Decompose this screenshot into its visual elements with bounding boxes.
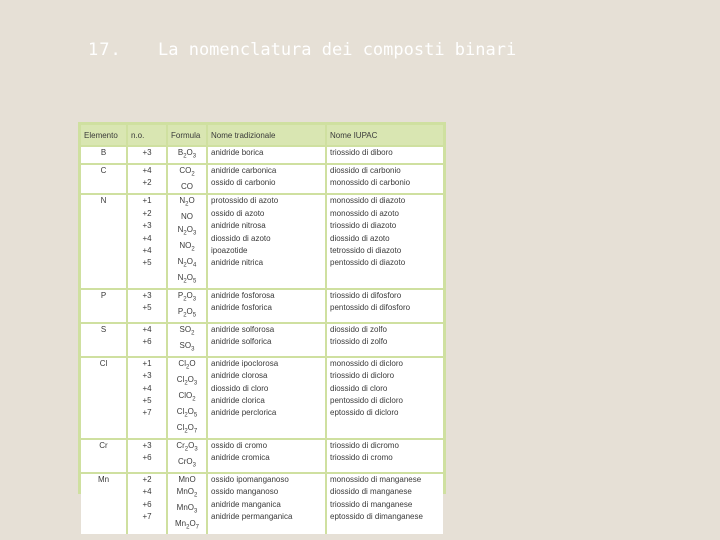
cell-element — [81, 194, 127, 288]
iupac-name-value: triossido di cromo — [330, 453, 393, 463]
traditional-name-value: ossido di carbonio — [211, 178, 276, 188]
iupac-name-value: diossido di azoto — [330, 233, 390, 243]
cell-element — [81, 439, 127, 473]
ox-number-value: +1 — [142, 358, 152, 368]
iupac-name-value: eptossido di dicloro — [330, 408, 399, 418]
formula-value: MnO — [178, 474, 196, 484]
cell-traditional-name — [207, 439, 326, 473]
traditional-name-value: ossido di cromo — [211, 440, 268, 450]
nomenclature-table — [81, 125, 443, 534]
cell-element — [81, 164, 127, 194]
formula-value: $B_2O_3$ — [177, 148, 197, 160]
cell-traditional-name — [207, 146, 326, 164]
cell-ox-number — [127, 439, 167, 473]
ox-number-value: +4 — [142, 487, 152, 497]
traditional-name-value: anidride perclorica — [211, 408, 277, 418]
formula-value: $N_2O$ — [179, 196, 195, 208]
element-symbol: Cr — [99, 440, 108, 450]
cell-iupac-name — [326, 164, 443, 194]
cell-ox-number — [127, 323, 167, 357]
cell-element — [81, 146, 127, 164]
ox-number-value: +4 — [142, 166, 152, 175]
traditional-name-value: anidride manganica — [211, 499, 281, 509]
ox-number-value: +5 — [142, 303, 152, 313]
slide-number: 17. — [88, 40, 122, 60]
traditional-name-value: ossido ipomanganoso — [211, 474, 289, 484]
traditional-name-value: anidride carbonica — [211, 166, 277, 175]
formula-value: $Cl_2O_7$ — [176, 422, 198, 435]
slide-title: La nomenclatura dei composti binari — [158, 40, 517, 60]
cell-traditional-name — [207, 323, 326, 357]
ox-number-value: +3 — [142, 371, 152, 381]
traditional-name-value: ossido di azoto — [211, 208, 265, 218]
formula-value: $N_2O_5$ — [177, 272, 197, 285]
ox-number-value: +4 — [142, 383, 152, 393]
ox-number-value: +3 — [142, 290, 152, 300]
traditional-name-value: anidride nitrica — [211, 258, 264, 268]
element-symbol: B — [100, 148, 107, 157]
ox-number-value: +4 — [142, 233, 152, 243]
cell-formula — [167, 357, 207, 439]
header-formula: Formula — [167, 125, 207, 146]
cell-iupac-name — [326, 146, 443, 164]
table-row — [81, 164, 443, 194]
cell-element — [81, 473, 127, 534]
ox-number-value: +7 — [142, 512, 152, 522]
cell-iupac-name — [326, 289, 443, 323]
cell-ox-number — [127, 289, 167, 323]
iupac-name-value: triossido di diboro — [330, 148, 393, 157]
iupac-name-value: triossido di dicloro — [330, 371, 395, 381]
iupac-name-value: diossido di cloro — [330, 383, 388, 393]
table-row — [81, 146, 443, 164]
cell-traditional-name — [207, 289, 326, 323]
formula-value: CrO$_3$ — [177, 456, 196, 469]
formula-value: $SO_2$ — [179, 324, 195, 337]
traditional-name-value: anidride solforica — [211, 337, 272, 347]
formula-value: $P_2O_3$ — [177, 290, 197, 303]
ox-number-value: +1 — [142, 196, 152, 206]
cell-iupac-name — [326, 439, 443, 473]
traditional-name-value: diossido di azoto — [211, 233, 271, 243]
iupac-name-value: diossido di manganese — [330, 487, 412, 497]
traditional-name-value: diossido di cloro — [211, 383, 269, 393]
traditional-name-value: anidride fosforica — [211, 303, 272, 313]
formula-value: $Cr_2O_3$ — [176, 440, 198, 453]
element-symbol: P — [100, 290, 107, 300]
cell-traditional-name — [207, 473, 326, 534]
traditional-name-value: ossido manganoso — [211, 487, 279, 497]
cell-iupac-name — [326, 473, 443, 534]
ox-number-value: +4 — [142, 246, 152, 256]
formula-value: $Cl_2O_3$ — [176, 374, 198, 387]
element-symbol: Mn — [97, 474, 110, 484]
formula-value: $P_2O_5$ — [177, 306, 197, 319]
iupac-name-value: tetrossido di diazoto — [330, 246, 402, 256]
table-body — [81, 146, 443, 534]
header-element: Elemento — [81, 125, 127, 146]
iupac-name-value: triossido di difosforo — [330, 290, 402, 300]
traditional-name-value: anidride borica — [211, 148, 264, 157]
traditional-name-value: ipoazotide — [211, 246, 248, 256]
header-traditional-name: Nome tradizionale — [207, 125, 326, 146]
traditional-name-value: anidride ipoclorosa — [211, 358, 279, 368]
cell-traditional-name — [207, 357, 326, 439]
traditional-name-value: anidride solforosa — [211, 324, 275, 334]
formula-value: $Cl_2O$ — [178, 358, 196, 371]
table-header-row — [81, 125, 443, 146]
traditional-name-value: protossido di azoto — [211, 196, 279, 206]
cell-traditional-name — [207, 164, 326, 194]
ox-number-value: +2 — [142, 208, 152, 218]
formula-value: $NO_2$ — [179, 240, 195, 253]
ox-number-value: +2 — [142, 178, 152, 188]
iupac-name-value: diossido di carbonio — [330, 166, 401, 175]
table-image — [78, 122, 446, 531]
cell-ox-number — [127, 146, 167, 164]
ox-number-value: +7 — [142, 408, 152, 418]
cell-formula — [167, 439, 207, 473]
cell-iupac-name — [326, 194, 443, 288]
table-row — [81, 289, 443, 323]
formula-value: $Mn_2O_7$ — [174, 519, 200, 531]
table-row — [81, 194, 443, 288]
cell-iupac-name — [326, 357, 443, 439]
traditional-name-value: anidride nitrosa — [211, 221, 266, 231]
formula-value: $N_2O_3$ — [177, 224, 197, 237]
ox-number-value: +3 — [142, 221, 152, 231]
formula-value: $SO_3$ — [179, 340, 195, 353]
formula-value: $Cl_2O_5$ — [176, 406, 198, 419]
formula-value: $CO_2$ — [179, 166, 195, 178]
traditional-name-value: anidride clorosa — [211, 371, 268, 381]
iupac-name-value: eptossido di dimanganese — [330, 512, 423, 522]
cell-ox-number — [127, 357, 167, 439]
iupac-name-value: monossido di azoto — [330, 208, 399, 218]
table-row — [81, 323, 443, 357]
cell-formula — [167, 164, 207, 194]
iupac-name-value: triossido di dicromo — [330, 440, 399, 450]
header-ox-number: n.o. — [127, 125, 167, 146]
cell-element — [81, 357, 127, 439]
iupac-name-value: monossido di manganese — [330, 474, 422, 484]
cell-formula — [167, 194, 207, 288]
cell-ox-number — [127, 194, 167, 288]
traditional-name-value: anidride fosforosa — [211, 290, 275, 300]
ox-number-value: +3 — [142, 440, 152, 450]
traditional-name-value: anidride clorica — [211, 396, 265, 406]
iupac-name-value: pentossido di diazoto — [330, 258, 406, 268]
table-row — [81, 473, 443, 534]
formula-value: CO — [181, 182, 193, 191]
iupac-name-value: pentossido di difosforo — [330, 303, 411, 313]
ox-number-value: +3 — [142, 148, 152, 157]
cell-element — [81, 323, 127, 357]
cell-iupac-name — [326, 323, 443, 357]
element-symbol: C — [100, 166, 107, 175]
ox-number-value: +5 — [142, 258, 152, 268]
ox-number-value: +4 — [142, 324, 152, 334]
formula-value: $N_2O_4$ — [177, 256, 197, 269]
element-symbol: Cl — [99, 358, 108, 368]
cell-element — [81, 289, 127, 323]
table-row — [81, 439, 443, 473]
iupac-name-value: triossido di zolfo — [330, 337, 388, 347]
iupac-name-value: triossido di manganese — [330, 499, 413, 509]
ox-number-value: +2 — [142, 474, 152, 484]
cell-formula — [167, 323, 207, 357]
cell-formula — [167, 146, 207, 164]
ox-number-value: +5 — [142, 396, 152, 406]
formula-value: NO — [181, 212, 193, 222]
formula-value: MnO$_2$ — [176, 487, 198, 499]
ox-number-value: +6 — [142, 499, 152, 509]
ox-number-value: +6 — [142, 453, 152, 463]
cell-formula — [167, 473, 207, 534]
iupac-name-value: monossido di diazoto — [330, 196, 406, 206]
element-symbol: S — [100, 324, 107, 334]
ox-number-value: +6 — [142, 337, 152, 347]
traditional-name-value: anidride cromica — [211, 453, 270, 463]
iupac-name-value: triossido di diazoto — [330, 221, 397, 231]
iupac-name-value: pentossido di dicloro — [330, 396, 403, 406]
element-symbol: N — [100, 196, 107, 206]
formula-value: ClO$_2$ — [178, 390, 196, 403]
cell-ox-number — [127, 164, 167, 194]
cell-ox-number — [127, 473, 167, 534]
traditional-name-value: anidride permanganica — [211, 512, 293, 522]
iupac-name-value: diossido di zolfo — [330, 324, 387, 334]
cell-formula — [167, 289, 207, 323]
iupac-name-value: monossido di carbonio — [330, 178, 411, 188]
cell-traditional-name — [207, 194, 326, 288]
iupac-name-value: monossido di dicloro — [330, 358, 403, 368]
formula-value: MnO$_3$ — [176, 503, 198, 515]
header-iupac-name: Nome IUPAC — [326, 125, 443, 146]
table-row — [81, 357, 443, 439]
